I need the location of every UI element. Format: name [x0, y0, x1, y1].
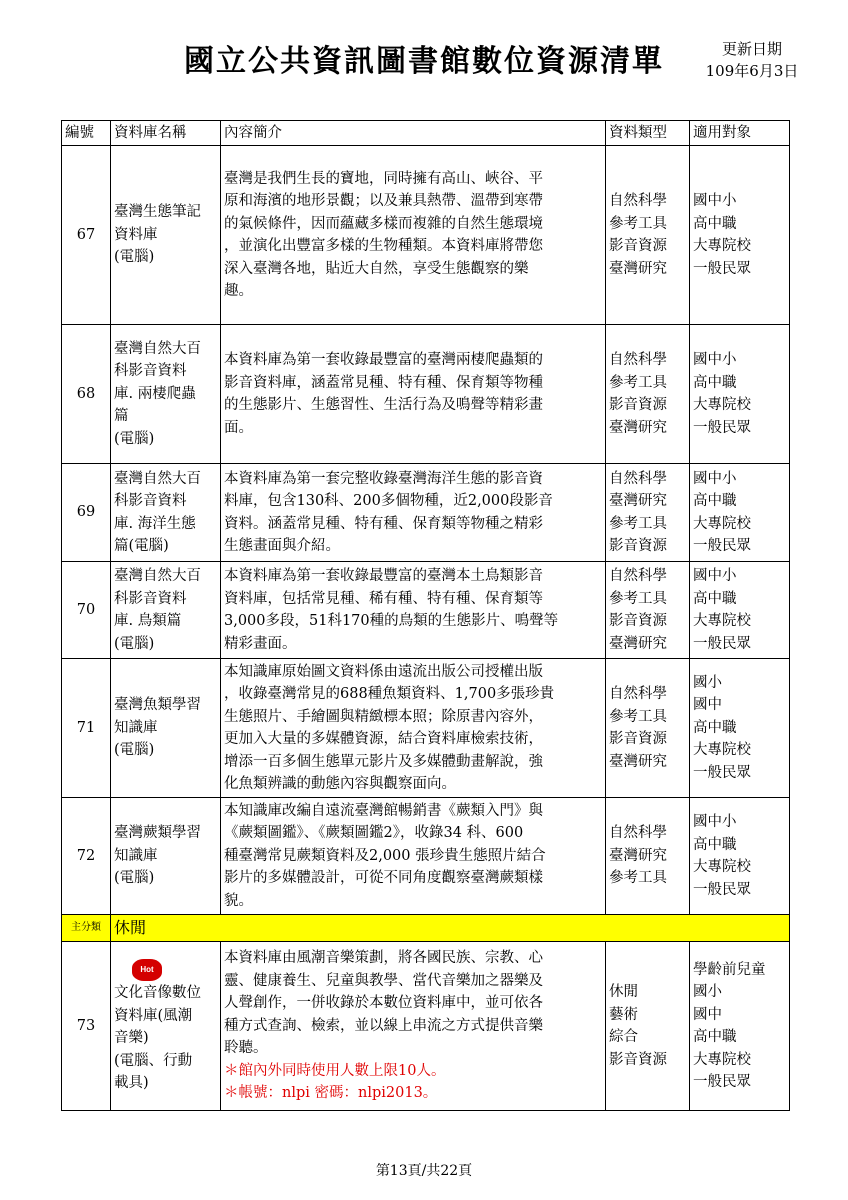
audience-line: 國小 — [693, 984, 722, 1000]
desc-line: 臺灣是我們生長的寶地，同時擁有高山、峽谷、平 — [224, 170, 543, 187]
type-line: 自然科學 — [609, 470, 667, 487]
description — [221, 562, 606, 659]
name-line: 科影音資料 — [114, 493, 187, 509]
name-line: (電腦) — [114, 742, 155, 759]
description — [221, 325, 606, 464]
type-line: 參考工具 — [609, 708, 667, 725]
desc-line: 的氣候條件，因而蘊藏多樣而複雜的自然生態環境 — [224, 215, 543, 232]
col-header-type: 資料類型 — [606, 121, 690, 146]
audience-line: 一般民眾 — [693, 1074, 751, 1090]
name-line: 知識庫 — [114, 847, 158, 864]
description — [221, 146, 606, 325]
name-line: (電腦) — [114, 635, 155, 652]
name-line: 庫. 海洋生態 — [114, 515, 196, 532]
col-header-name: 資料庫名稱 — [111, 121, 221, 146]
col-header-no: 編號 — [62, 121, 111, 146]
account-note: ＊帳號：nlpi 密碼：nlpi2013。 — [224, 1085, 438, 1102]
row-number: 68 — [62, 325, 111, 464]
table-row — [62, 325, 790, 464]
name-line: (電腦) — [114, 249, 155, 266]
desc-line: 面。 — [224, 419, 253, 436]
desc-line: 靈、健康養生、兒童與教學、當代音樂加之器樂及 — [224, 972, 543, 989]
col-header-audience: 適用對象 — [690, 121, 790, 146]
name-line: 音樂) — [114, 1030, 149, 1047]
type-line: 臺灣研究 — [609, 493, 667, 509]
type-line: 自然科學 — [609, 352, 667, 368]
audience-line: 大專院校 — [693, 613, 751, 629]
table-row — [62, 942, 790, 1111]
type-line: 自然科學 — [609, 568, 667, 584]
type-line: 影音資源 — [609, 238, 667, 254]
name-line: 資料庫 — [114, 226, 158, 243]
type-line: 影音資源 — [609, 538, 667, 554]
description — [221, 798, 606, 915]
audience-line: 國中小 — [693, 193, 737, 209]
type-line: 臺灣研究 — [609, 635, 667, 652]
name-line: 科影音資料 — [114, 590, 187, 607]
audience-line: 國中小 — [693, 470, 737, 487]
audience-line: 高中職 — [693, 215, 737, 232]
desc-line: 貌。 — [224, 892, 253, 909]
desc-line: 本知識庫原始圖文資料係由遠流出版公司授權出版 — [224, 663, 543, 680]
database-name — [111, 798, 221, 915]
audience-line: 高中職 — [693, 590, 737, 607]
audience-line: 學齡前兒童 — [693, 961, 766, 978]
audience — [690, 659, 790, 798]
desc-line: 本資料庫為第一套收錄最豐富的臺灣本土鳥類影音 — [224, 568, 543, 584]
type-line: 臺灣研究 — [609, 847, 667, 864]
desc-line: ，收錄臺灣常見的688種魚類資料、1,700多張珍貴 — [224, 686, 555, 702]
audience-line: 一般民眾 — [693, 881, 751, 898]
audience-line: 高中職 — [693, 374, 737, 391]
update-label: 更新日期 — [721, 40, 782, 58]
type-line: 自然科學 — [609, 686, 667, 702]
type-line: 影音資源 — [609, 731, 667, 747]
row-number: 70 — [62, 562, 111, 659]
desc-line: 3,000多段，51科170種的鳥類的生態影片、鳴聲等 — [224, 613, 559, 629]
audience-line: 大專院校 — [693, 1051, 751, 1068]
audience-line: 高中職 — [693, 836, 737, 853]
database-name — [111, 146, 221, 325]
desc-line: 原和海濱的地形景觀；以及兼具熱帶、溫帶到寒帶 — [224, 193, 543, 209]
description — [221, 942, 606, 1111]
name-line: 臺灣自然大百 — [114, 568, 201, 584]
resource-types — [606, 146, 690, 325]
name-line: 臺灣生態筆記 — [114, 204, 201, 221]
update-date: 109年6月3日 — [705, 62, 799, 80]
type-line: 參考工具 — [609, 870, 667, 887]
resource-types — [606, 798, 690, 915]
section-label: 主分類 — [62, 915, 111, 942]
type-line: 參考工具 — [609, 374, 667, 391]
audience-line: 一般民眾 — [693, 260, 751, 277]
database-name — [111, 464, 221, 562]
desc-line: 本資料庫為第一套收錄最豐富的臺灣兩棲爬蟲類的 — [224, 352, 543, 368]
audience-line: 高中職 — [693, 1029, 737, 1045]
type-line: 影音資源 — [609, 397, 667, 413]
row-number: 69 — [62, 464, 111, 562]
resource-types — [606, 942, 690, 1111]
type-line: 影音資源 — [609, 1051, 667, 1068]
name-line: 庫. 兩棲爬蟲 — [114, 385, 196, 402]
audience-line: 高中職 — [693, 719, 737, 736]
audience-line: 國中小 — [693, 352, 737, 368]
page-title: 國立公共資訊圖書館數位資源清單 — [184, 44, 664, 79]
name-line: 臺灣自然大百 — [114, 340, 201, 357]
audience-line: 一般民眾 — [693, 635, 751, 652]
resource-types — [606, 325, 690, 464]
row-number: 71 — [62, 659, 111, 798]
desc-line: ，並演化出豐富多樣的生物種類。本資料庫將帶您 — [224, 238, 543, 254]
desc-line: 資料庫，包括常見種、稀有種、特有種、保育類等 — [224, 590, 543, 607]
row-number: 73 — [62, 942, 111, 1111]
table-row — [62, 146, 790, 325]
desc-line: 趣。 — [224, 283, 253, 299]
audience-line: 國小 — [693, 674, 722, 691]
audience-line: 一般民眾 — [693, 764, 751, 781]
row-number: 67 — [62, 146, 111, 325]
resource-table — [61, 120, 790, 1111]
audience-line: 一般民眾 — [693, 419, 751, 436]
desc-line: 種方式查詢、檢索，並以線上串流之方式提供音樂 — [224, 1017, 543, 1034]
desc-line: 聆聽。 — [224, 1040, 268, 1057]
table-row — [62, 464, 790, 562]
section-name: 休閒 — [111, 915, 790, 942]
name-line: 文化音像數位 — [114, 985, 201, 1002]
audience-line: 大專院校 — [693, 859, 751, 875]
audience — [690, 798, 790, 915]
desc-line: 增添一百多個生態單元影片及多媒體動畫解說，強 — [224, 753, 543, 770]
desc-line: 的生態影片、生態習性、生活行為及鳴聲等精彩畫 — [224, 397, 543, 413]
row-number: 72 — [62, 798, 111, 915]
audience — [690, 562, 790, 659]
database-name — [111, 325, 221, 464]
audience-line: 一般民眾 — [693, 538, 751, 554]
type-line: 臺灣研究 — [609, 419, 667, 436]
name-line: 臺灣蕨類學習 — [114, 825, 201, 842]
database-name — [111, 659, 221, 798]
type-line: 綜合 — [609, 1029, 638, 1045]
type-line: 參考工具 — [609, 515, 667, 532]
database-name — [111, 942, 221, 1111]
description — [221, 659, 606, 798]
desc-line: 生態畫面與介紹。 — [224, 538, 340, 554]
type-line: 藝術 — [609, 1006, 638, 1023]
type-line: 臺灣研究 — [609, 260, 667, 277]
table-row — [62, 562, 790, 659]
audience — [690, 146, 790, 325]
type-line: 參考工具 — [609, 590, 667, 607]
audience — [690, 325, 790, 464]
database-name — [111, 562, 221, 659]
page-footer: 第13頁/共22頁 — [375, 1163, 473, 1179]
audience-line: 國中小 — [693, 814, 737, 830]
audience-line: 大專院校 — [693, 742, 751, 759]
resource-types — [606, 659, 690, 798]
desc-line: 生態照片、手繪圖與精緻標本照；除原書內容外， — [224, 708, 543, 725]
desc-line: 人聲創作，一併收錄於本數位資料庫中，並可依各 — [224, 995, 543, 1012]
audience — [690, 942, 790, 1111]
name-line: (電腦) — [114, 870, 155, 887]
desc-line: 影音資料庫，涵蓋常見種、特有種、保育類等物種 — [224, 374, 543, 391]
desc-line: 本資料庫為第一套完整收錄臺灣海洋生態的影音資 — [224, 470, 543, 487]
desc-line: 化魚類辨識的動態內容與觀察面向。 — [224, 776, 456, 792]
name-line: 臺灣魚類學習 — [114, 697, 201, 714]
section-header-row — [62, 915, 790, 942]
table-row — [62, 798, 790, 915]
name-line: 臺灣自然大百 — [114, 470, 201, 487]
usage-limit-note: ＊館內外同時使用人數上限10人。 — [224, 1062, 446, 1079]
name-line: 知識庫 — [114, 719, 158, 736]
table-row — [62, 659, 790, 798]
name-line: 載具) — [114, 1075, 149, 1092]
update-info — [692, 38, 812, 82]
col-header-desc: 內容簡介 — [221, 121, 606, 146]
desc-line: 資料。涵蓋常見種、特有種、保育類等物種之精彩 — [224, 515, 543, 532]
audience-line: 國中 — [693, 1006, 722, 1023]
audience-line: 大專院校 — [693, 238, 751, 254]
desc-line: 本知識庫改編自遠流臺灣館暢銷書《蕨類入門》與 — [224, 802, 543, 819]
name-line: (電腦) — [114, 430, 155, 447]
name-line: 科影音資料 — [114, 363, 187, 380]
audience-line: 大專院校 — [693, 515, 751, 532]
desc-line: 深入臺灣各地，貼近大自然，享受生態觀察的樂 — [224, 260, 529, 277]
audience-line: 國中小 — [693, 568, 737, 584]
desc-line: 料庫，包含130科、200多個物種，近2,000段影音 — [224, 493, 553, 509]
resource-types — [606, 562, 690, 659]
description — [221, 464, 606, 562]
type-line: 影音資源 — [609, 613, 667, 629]
desc-line: 精彩畫面。 — [224, 635, 297, 652]
audience — [690, 464, 790, 562]
type-line: 自然科學 — [609, 193, 667, 209]
audience-line: 國中 — [693, 697, 722, 714]
name-line: (電腦、行動 — [114, 1052, 193, 1069]
name-line: 篇(電腦) — [114, 538, 169, 554]
type-line: 參考工具 — [609, 215, 667, 232]
audience-line: 大專院校 — [693, 397, 751, 413]
table-header-row — [62, 121, 790, 146]
desc-line: 本資料庫由風潮音樂策劃，將各國民族、宗教、心 — [224, 950, 543, 967]
desc-line: 更加入大量的多媒體資源，結合資料庫檢索技術， — [224, 731, 543, 747]
desc-line: 《蕨類圖鑑》、《蕨類圖鑑2》，收錄34 科、600 — [224, 825, 524, 842]
name-line: 資料庫(風潮 — [114, 1007, 193, 1024]
type-line: 休閒 — [609, 984, 638, 1000]
name-line: 庫. 鳥類篇 — [114, 613, 182, 629]
desc-line: 影片的多媒體設計，可從不同角度觀察臺灣蕨類樣 — [224, 870, 543, 887]
type-line: 臺灣研究 — [609, 753, 667, 770]
audience-line: 高中職 — [693, 493, 737, 509]
type-line: 自然科學 — [609, 825, 667, 842]
resource-types — [606, 464, 690, 562]
name-line: 篇 — [114, 408, 129, 425]
desc-line: 種臺灣常見蕨類資料及2,000 張珍貴生態照片結合 — [224, 847, 546, 864]
hot-badge-icon: Hot — [132, 959, 162, 981]
